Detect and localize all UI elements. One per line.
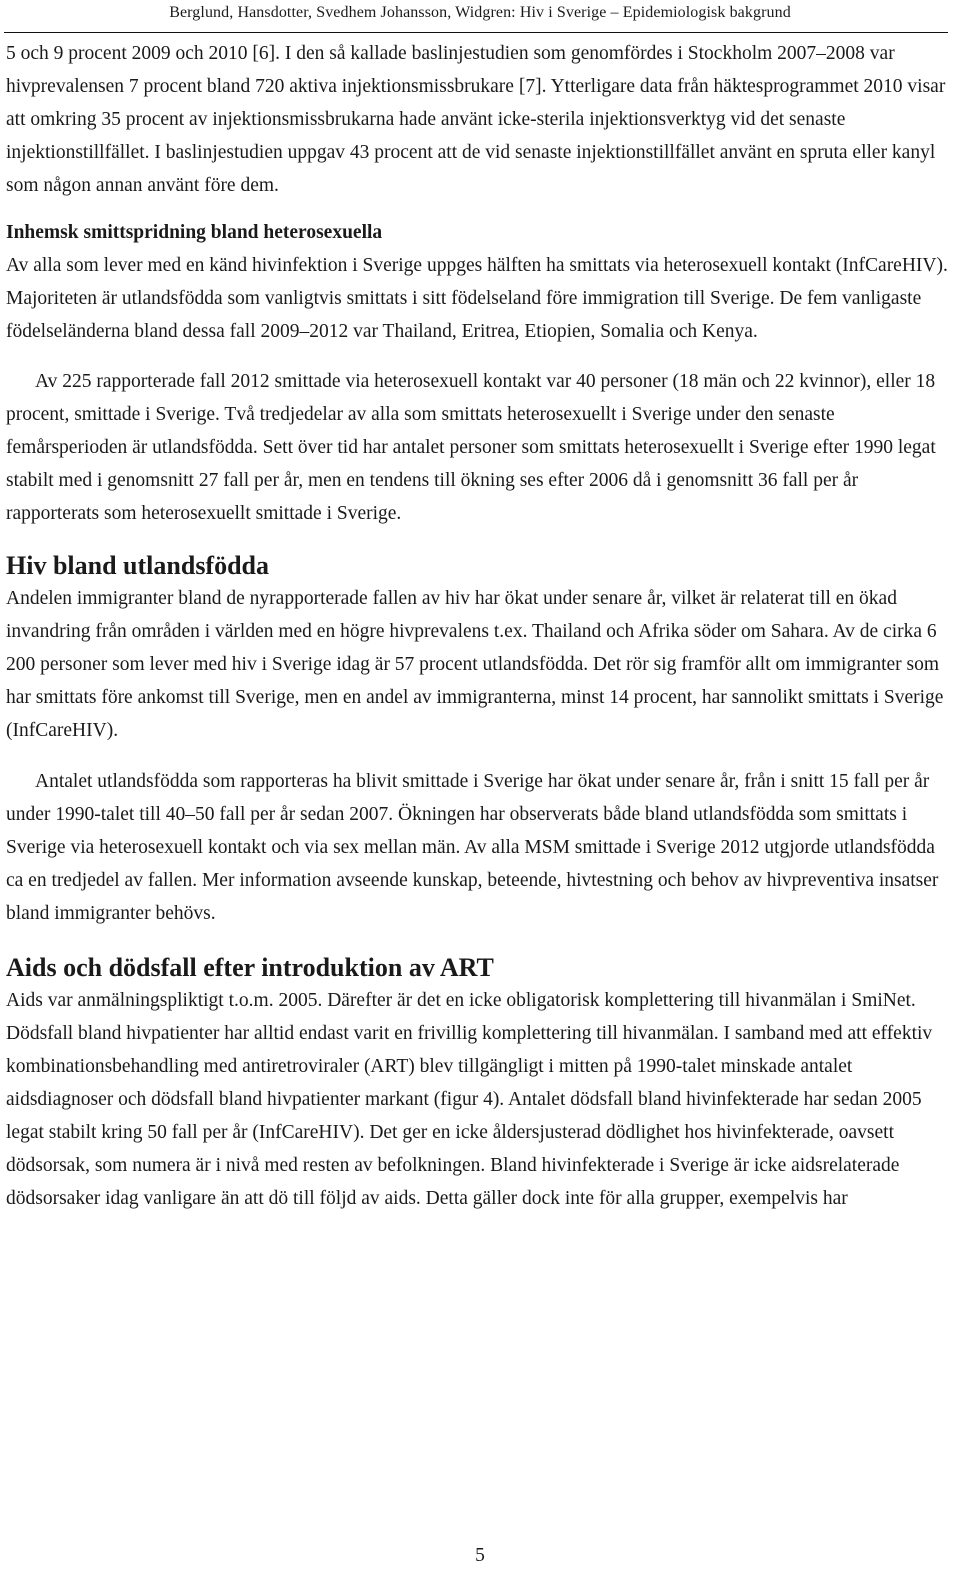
paragraph-foreign-born-2: Antalet utlandsfödda som rapporteras ha blivit smittade i Sverige har ökat under senare år, från i snitt 15 fall per år under 1990-talet till 40–50 fall per år sedan 2007. Ökningen har observerats både bland utlandsfödda som smittats i Sverige via heterosexuell kontakt och via sex mellan män. Av alla MSM smittade i Sverige 2012 utgjorde utlandsfödda ca en tredjedel av fallen. Mer information avseende kunskap, beteende, hivtestning och behov av hivpreventiva insatser bland immigranter behövs. [6, 771, 939, 924]
paragraph-foreign-born-1: Andelen immigranter bland de nyrapporterade fallen av hiv har ökat under senare år, vilket är relaterat till en ökad invandring från områden i världen med en högre hivprevalens t.ex. Thailand och Afrika söder om Sahara. Av de cirka 6 200 personer som lever med hiv i Sverige idag är 57 procent utlandsfödda. Det rör sig framför allt om immigranter som har smittats före ankomst till Sverige, men en andel av immigranterna, minst 14 procent, har sannolikt smittats i Sverige (InfCareHIV). [6, 588, 944, 741]
running-header: Berglund, Hansdotter, Svedhem Johansson, Widgren: Hiv i Sverige – Epidemiologisk bakgrund [169, 4, 791, 21]
document-body [6, 37, 948, 1215]
subheading-heterosexual: Inhemsk smittspridning bland heterosexuella [6, 222, 383, 243]
page-number: 5 [475, 1545, 485, 1566]
header-divider [4, 32, 948, 33]
section-heading-aids: Aids och dödsfall efter introduktion av ART [6, 953, 494, 982]
paragraph-heterosexual-1: Av alla som lever med en känd hivinfektion i Sverige uppges hälften ha smittats via heterosexuell kontakt (InfCareHIV). Majoriteten är utlandsfödda som vanligtvis smittats i sitt födelseland före immigration till Sverige. De fem vanligaste födelseländerna bland dessa fall 2009–2012 var Thailand, Eritrea, Etiopien, Somalia och Kenya. [6, 255, 948, 342]
paragraph-injection-continued: 5 och 9 procent 2009 och 2010 [6]. I den så kallade baslinjestudien som genomfördes i Stockholm 2007–2008 var hivprevalensen 7 procent bland 720 aktiva injektionsmissbrukare [7]. Ytterligare data från häktesprogrammet 2010 visar att omkring 35 procent av injektionsmissbrukarna hade använt icke-sterila injektionsverktyg vid det senaste injektionstillfället. I baslinjestudien uppgav 43 procent att de vid senaste injektionstillfället använt en spruta eller kanyl som någon annan använt före dem. [6, 43, 946, 196]
paragraph-aids-1: Aids var anmälningspliktigt t.o.m. 2005. Därefter är det en icke obligatorisk komplettering till hivanmälan i SmiNet. Dödsfall bland hivpatienter har alltid endast varit en frivillig komplettering till hivanmälan. I samband med att effektiv kombinationsbehandling med antiretroviraler (ART) blev tillgängligt i mitten på 1990-talet minskade antalet aidsdiagnoser och dödsfall bland hivpatienter markant (figur 4). Antalet dödsfall bland hivinfekterade har sedan 2005 legat stabilt kring 50 fall per år (InfCareHIV). Det ger en icke åldersjusterad dödlighet hos hivinfekterade, oavsett dödsorsak, som numera är i nivå med resten av befolkningen. Bland hivinfekterade i Sverige är icke aidsrelaterade dödsorsaker idag vanligare än att dö till följd av aids. Detta gäller dock inte för alla grupper, exempelvis har [6, 990, 933, 1209]
paragraph-heterosexual-2: Av 225 rapporterade fall 2012 smittade via heterosexuell kontakt var 40 personer (18 män och 22 kvinnor), eller 18 procent, smittade i Sverige. Två tredjedelar av alla som smittats heterosexuellt i Sverige under den senaste femårsperioden är utlandsfödda. Sett över tid har antalet personer som smittats heterosexuellt i Sverige efter 1990 legat stabilt med i genomsnitt 27 fall per år, men en tendens till ökning ses efter 2006 då i genomsnitt 36 fall per år rapporterats som heterosexuellt smittade i Sverige. [6, 371, 936, 524]
section-heading-foreign-born: Hiv bland utlandsfödda [6, 551, 270, 580]
